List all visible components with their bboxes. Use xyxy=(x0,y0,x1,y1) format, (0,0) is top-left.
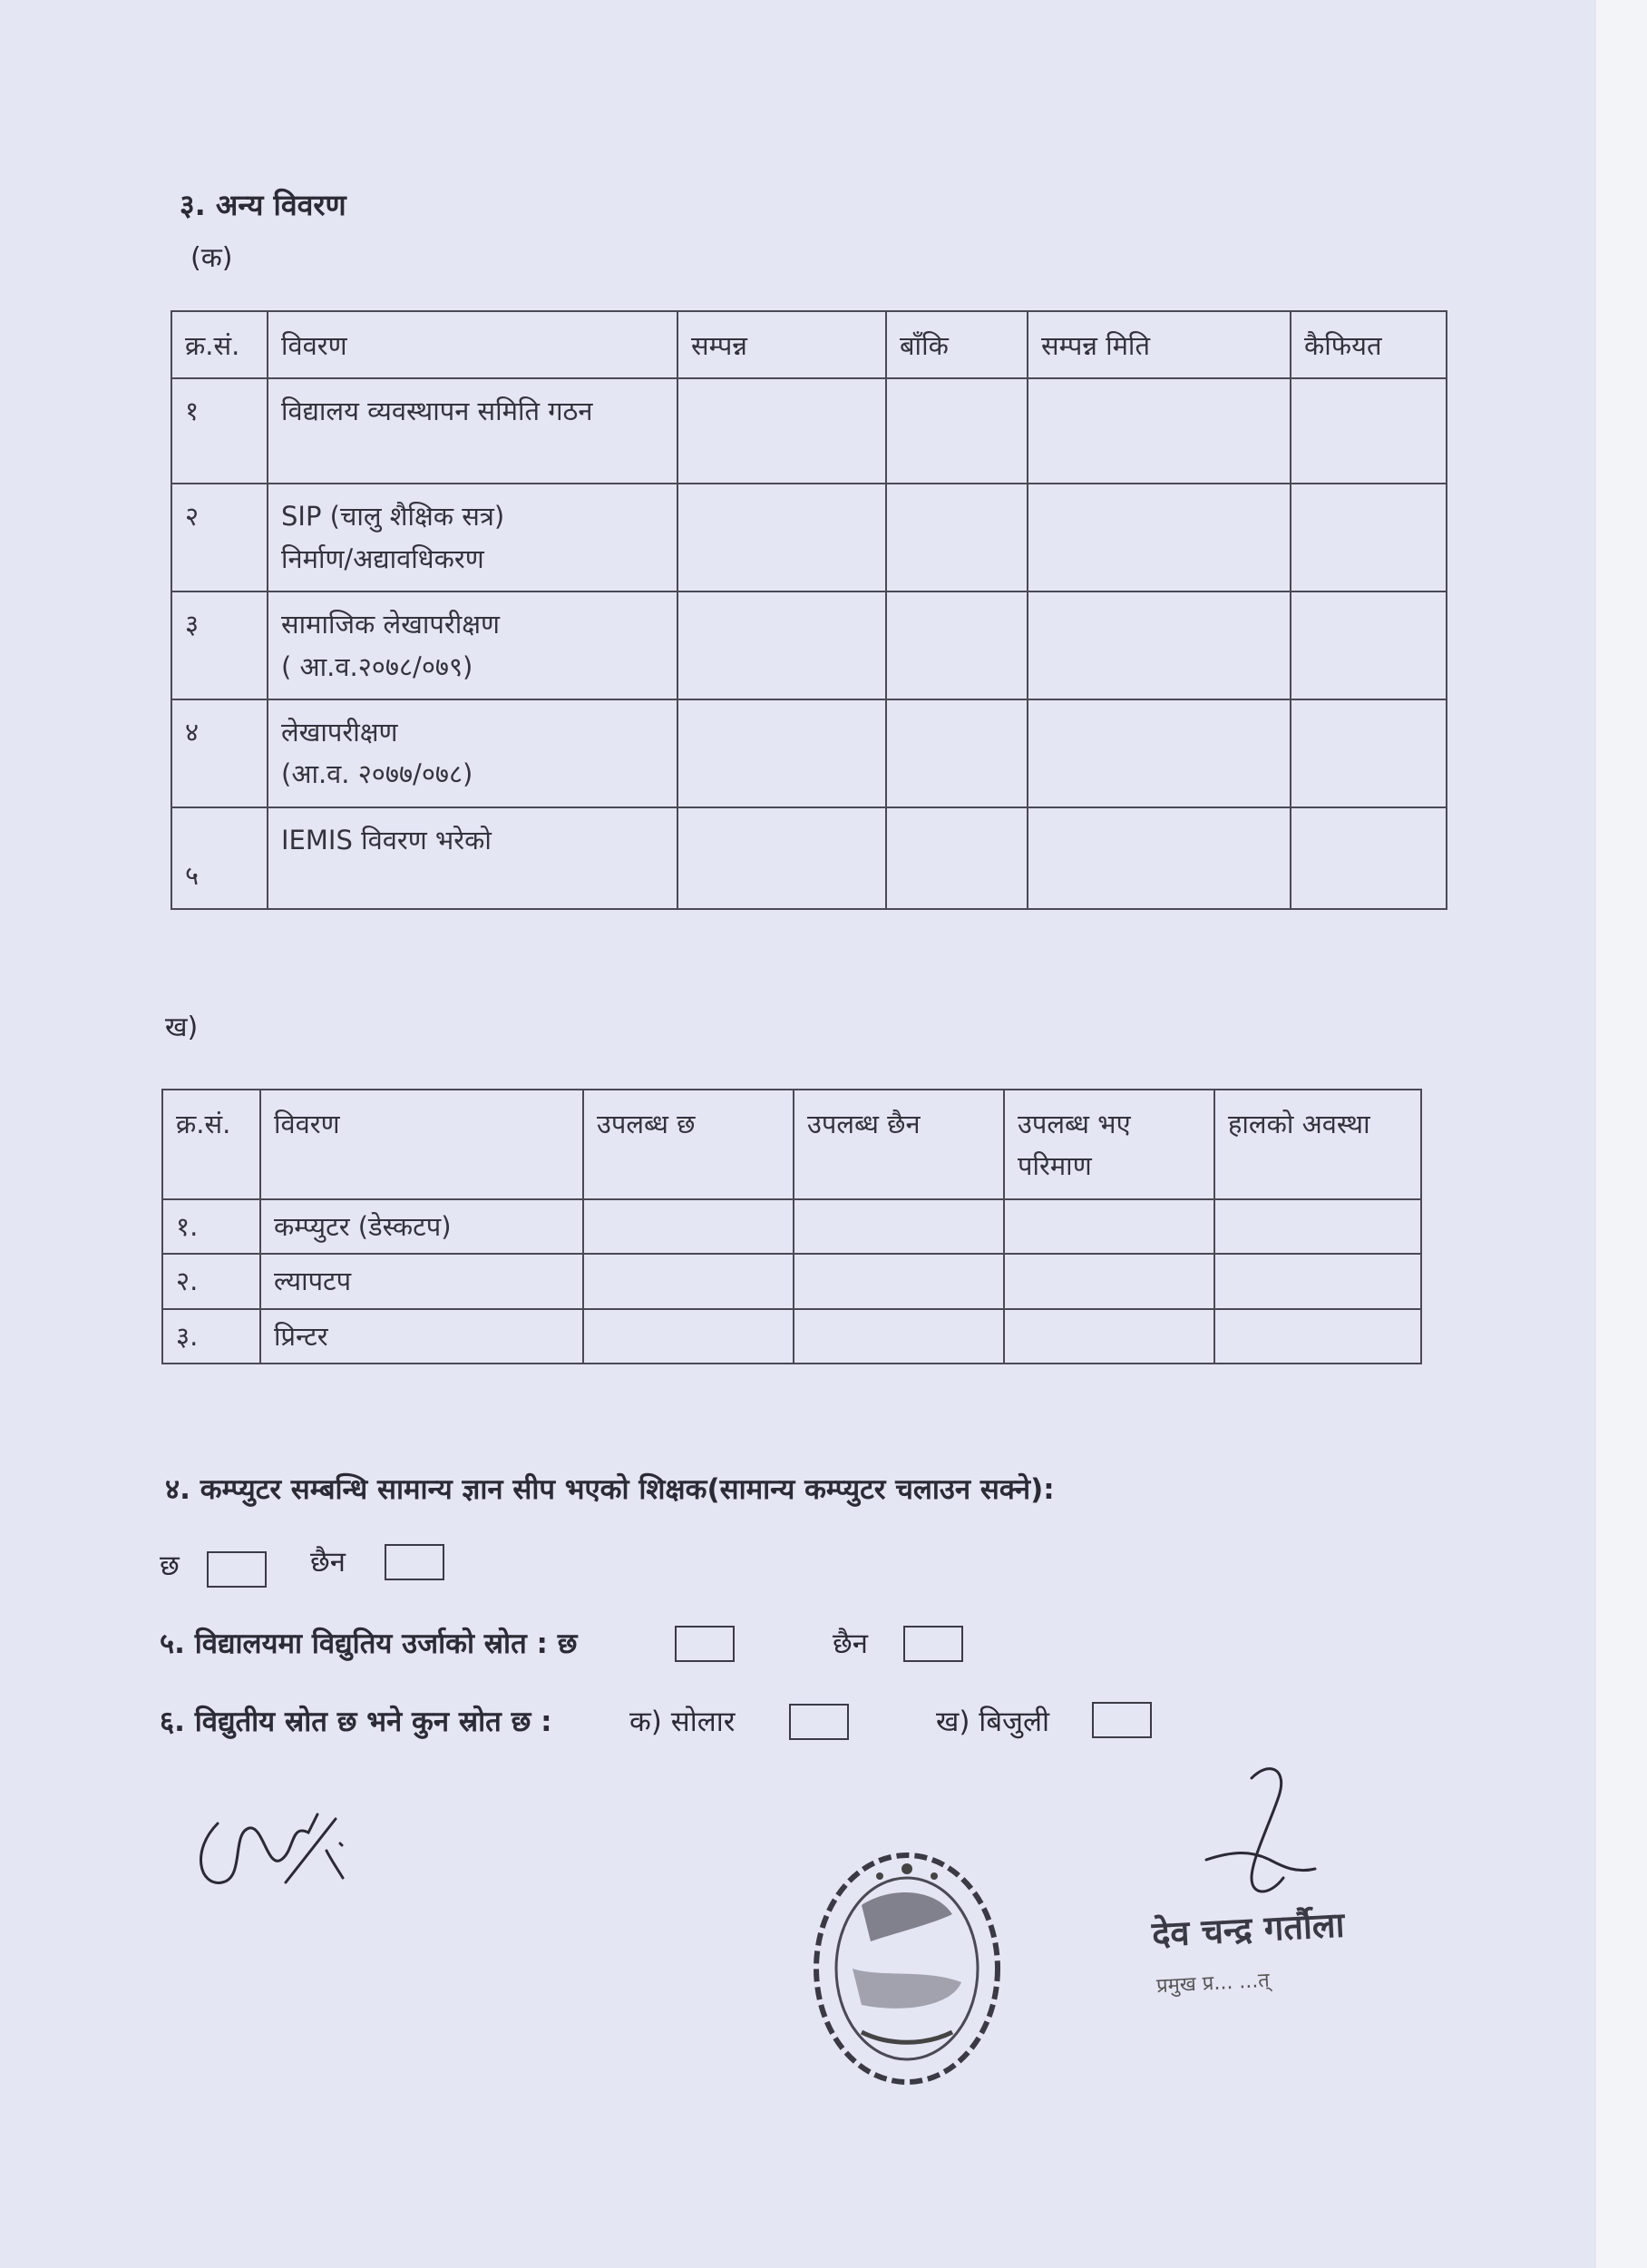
table-b xyxy=(161,1089,1422,1364)
table-row xyxy=(171,807,1447,909)
table-b-header-description: विवरण xyxy=(260,1090,583,1199)
cell-remarks[interactable] xyxy=(1291,807,1447,909)
table-b-header-available: उपलब्ध छ xyxy=(583,1090,794,1199)
row-description-line1: SIP (चालु शैक्षिक सत्र) xyxy=(281,501,505,533)
q6-electricity-label: ख) बिजुली xyxy=(936,1706,1050,1738)
scan-edge xyxy=(1596,0,1647,2268)
row-description-line2: (आ.व. २०७७/०७८) xyxy=(281,758,473,790)
cell-remarks[interactable] xyxy=(1291,699,1447,807)
question-6: ६. विद्युतीय स्रोत छ भने कुन स्रोत छ : xyxy=(160,1706,552,1738)
row-description-line2: निर्माण/अद्यावधिकरण xyxy=(281,543,484,574)
cell-completed[interactable] xyxy=(677,807,886,909)
cell-completed[interactable] xyxy=(677,591,886,699)
cell-remaining[interactable] xyxy=(886,807,1028,909)
cell-completed-date[interactable] xyxy=(1028,484,1291,591)
cell-completed-date[interactable] xyxy=(1028,591,1291,699)
q4-yes-checkbox[interactable] xyxy=(207,1551,267,1588)
table-a-header-row xyxy=(171,311,1447,378)
cell-quantity[interactable] xyxy=(1004,1309,1214,1364)
row-description xyxy=(268,378,677,484)
row-item: कम्प्युटर (डेस्कटप) xyxy=(260,1199,583,1254)
cell-current-status[interactable] xyxy=(1214,1254,1421,1308)
cell-remarks[interactable] xyxy=(1291,378,1447,484)
row-description-line1: लेखापरीक्षण xyxy=(281,716,398,748)
row-sn: ३. xyxy=(162,1309,260,1364)
office-seal-stamp xyxy=(798,1833,1016,2096)
row-sn: २. xyxy=(162,1254,260,1308)
row-description-line1: विद्यालय व्यवस्थापन समिति गठन xyxy=(281,396,593,427)
cell-completed[interactable] xyxy=(677,699,886,807)
q6-solar-checkbox[interactable] xyxy=(789,1704,849,1740)
subsection-a-label: (क) xyxy=(190,242,233,274)
table-a-header-sn: क्र.सं. xyxy=(171,311,268,378)
row-sn: १. xyxy=(162,1199,260,1254)
cell-remaining[interactable] xyxy=(886,591,1028,699)
left-signature xyxy=(181,1796,354,1905)
subsection-b-label: ख) xyxy=(165,1012,199,1043)
table-a xyxy=(171,310,1447,910)
cell-remarks[interactable] xyxy=(1291,591,1447,699)
question-5: ५. विद्यालयमा विद्युतिय उर्जाको स्रोत : छ xyxy=(160,1628,578,1660)
cell-current-status[interactable] xyxy=(1214,1199,1421,1254)
section-title: ३. अन्य विवरण xyxy=(180,188,346,222)
table-row xyxy=(171,484,1447,591)
cell-current-status[interactable] xyxy=(1214,1309,1421,1364)
q6-solar-label: क) सोलार xyxy=(629,1706,736,1738)
cell-completed-date[interactable] xyxy=(1028,699,1291,807)
cell-not-available[interactable] xyxy=(794,1199,1004,1254)
row-description xyxy=(268,484,677,591)
q5-no-checkbox[interactable] xyxy=(903,1626,963,1662)
q5-yes-checkbox[interactable] xyxy=(675,1626,735,1662)
table-b-header-current-status: हालको अवस्था xyxy=(1214,1090,1421,1199)
table-b-header-not-available: उपलब्ध छैन xyxy=(794,1090,1004,1199)
table-a-header-description: विवरण xyxy=(268,311,677,378)
cell-available[interactable] xyxy=(583,1254,794,1308)
head-teacher-signature xyxy=(1197,1760,1342,1914)
row-sn: ४ xyxy=(171,699,268,807)
q4-no-checkbox[interactable] xyxy=(385,1544,444,1580)
cell-not-available[interactable] xyxy=(794,1254,1004,1308)
row-item: प्रिन्टर xyxy=(260,1309,583,1364)
q4-no-label: छैन xyxy=(310,1546,346,1579)
table-row xyxy=(162,1199,1421,1254)
cell-not-available[interactable] xyxy=(794,1309,1004,1364)
cell-completed-date[interactable] xyxy=(1028,807,1291,909)
row-sn: २ xyxy=(171,484,268,591)
table-row xyxy=(171,378,1447,484)
cell-available[interactable] xyxy=(583,1309,794,1364)
row-description xyxy=(268,807,677,909)
table-b-header-sn: क्र.सं. xyxy=(162,1090,260,1199)
cell-completed[interactable] xyxy=(677,378,886,484)
row-description-line1: IEMIS विवरण भरेको xyxy=(281,824,492,855)
cell-completed[interactable] xyxy=(677,484,886,591)
table-a-header-remaining: बाँकि xyxy=(886,311,1028,378)
cell-available[interactable] xyxy=(583,1199,794,1254)
row-description xyxy=(268,591,677,699)
row-sn: ३ xyxy=(171,591,268,699)
table-a-header-completed-date: सम्पन्न मिति xyxy=(1028,311,1291,378)
row-description-line2: ( आ.व.२०७८/०७९) xyxy=(281,650,473,682)
row-sn: १ xyxy=(171,378,268,484)
question-4: ४. कम्प्युटर सम्बन्धि सामान्य ज्ञान सीप भएको शिक्षक(सामान्य कम्प्युटर चलाउन सक्ने): xyxy=(165,1473,1055,1506)
cell-remaining[interactable] xyxy=(886,378,1028,484)
row-sn: ५ xyxy=(171,807,268,909)
cell-remaining[interactable] xyxy=(886,484,1028,591)
cell-remarks[interactable] xyxy=(1291,484,1447,591)
cell-remaining[interactable] xyxy=(886,699,1028,807)
signatory-title: प्रमुख प्र... ...त् xyxy=(1155,1969,1271,1999)
cell-completed-date[interactable] xyxy=(1028,378,1291,484)
table-a-header-remarks: कैफियत xyxy=(1291,311,1447,378)
signatory-name: देव चन्द्र गर्तौला xyxy=(1151,1904,1346,1955)
table-row xyxy=(162,1309,1421,1364)
cell-quantity[interactable] xyxy=(1004,1199,1214,1254)
row-description-line1: सामाजिक लेखापरीक्षण xyxy=(281,609,500,640)
table-b-header-row xyxy=(162,1090,1421,1199)
table-b-header-quantity: उपलब्ध भए परिमाण xyxy=(1004,1090,1214,1199)
cell-quantity[interactable] xyxy=(1004,1254,1214,1308)
table-row xyxy=(162,1254,1421,1308)
table-row xyxy=(171,591,1447,699)
q6-electricity-checkbox[interactable] xyxy=(1092,1702,1152,1738)
table-row xyxy=(171,699,1447,807)
row-description xyxy=(268,699,677,807)
table-a-header-completed: सम्पन्न xyxy=(677,311,886,378)
q4-yes-label: छ xyxy=(160,1549,180,1582)
row-item: ल्यापटप xyxy=(260,1254,583,1308)
q5-no-label: छैन xyxy=(833,1628,868,1660)
